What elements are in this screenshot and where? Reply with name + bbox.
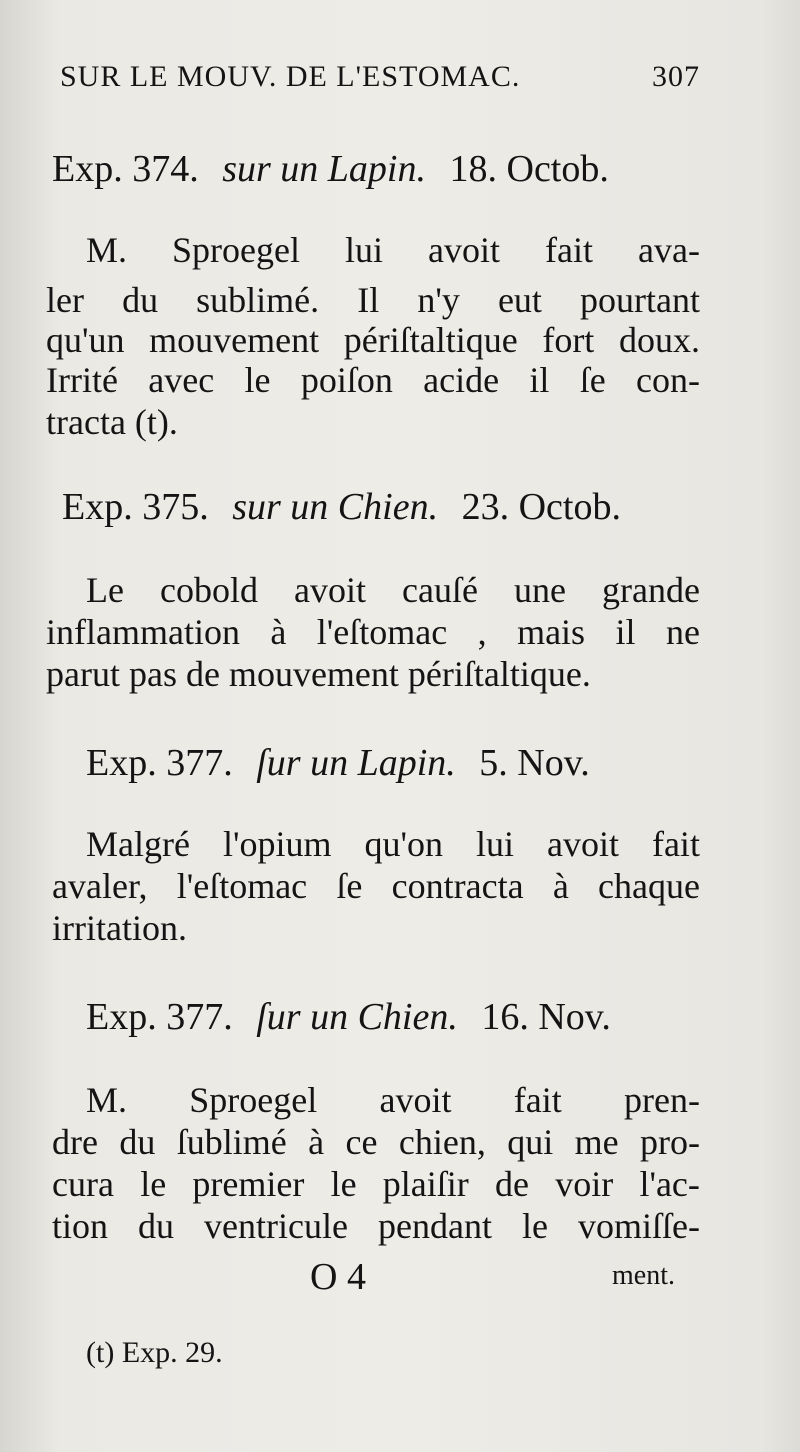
experiment-subject: ſur un Lapin. bbox=[256, 742, 456, 784]
word: pren- bbox=[624, 1080, 700, 1120]
experiment-number: Exp. 375. bbox=[62, 486, 209, 528]
experiment-date: 18. Octob. bbox=[449, 148, 609, 190]
experiment-heading bbox=[52, 150, 623, 188]
word: tion bbox=[52, 1206, 109, 1246]
text-line: tracta (t). bbox=[46, 402, 178, 442]
word: l'ac- bbox=[639, 1164, 700, 1204]
word: cauſé bbox=[402, 570, 478, 610]
word: Il bbox=[357, 280, 380, 320]
text-line bbox=[46, 614, 700, 650]
word: acide bbox=[423, 360, 500, 400]
word: me bbox=[574, 1122, 619, 1162]
word: avoit bbox=[428, 230, 501, 270]
word: périſtaltique bbox=[343, 320, 518, 360]
word: n'y bbox=[417, 280, 460, 320]
text-line bbox=[52, 1208, 700, 1244]
word: Sproegel bbox=[172, 230, 300, 270]
word: le bbox=[521, 1206, 548, 1246]
word: du bbox=[138, 1206, 175, 1246]
word: contracta bbox=[391, 866, 524, 906]
experiment-date: 16. Nov. bbox=[481, 996, 611, 1038]
word: fait bbox=[545, 230, 594, 270]
signature-mark: O 4 bbox=[310, 1256, 366, 1298]
word: cobold bbox=[160, 570, 258, 610]
experiment-subject: sur un Chien. bbox=[232, 486, 439, 528]
word: dre bbox=[52, 1122, 98, 1162]
word: fort bbox=[542, 320, 595, 360]
word: Sproegel bbox=[189, 1080, 318, 1120]
word: qu'on bbox=[364, 824, 443, 864]
text-line bbox=[46, 362, 700, 398]
word: vomiſſe- bbox=[577, 1206, 700, 1246]
word: M. bbox=[86, 230, 128, 270]
word: ventricule bbox=[204, 1206, 348, 1246]
text-line: irritation. bbox=[52, 908, 187, 948]
word: con- bbox=[636, 360, 700, 400]
word: le bbox=[244, 360, 271, 400]
word: de bbox=[495, 1164, 529, 1204]
word: inflammation bbox=[46, 612, 240, 652]
experiment-date: 23. Octob. bbox=[461, 486, 621, 528]
word: ſe bbox=[579, 360, 606, 400]
word: avec bbox=[148, 360, 215, 400]
word: fait bbox=[651, 824, 700, 864]
word: il bbox=[615, 612, 636, 652]
word: sublimé. bbox=[196, 280, 320, 320]
text-line: parut pas de mouvement périſtaltique. bbox=[46, 654, 591, 694]
word: l'eſtomac bbox=[316, 612, 448, 652]
word: pro- bbox=[640, 1122, 700, 1162]
word: ſe bbox=[336, 866, 363, 906]
word: grande bbox=[602, 570, 700, 610]
word: lui bbox=[345, 230, 384, 270]
word: eut bbox=[497, 280, 542, 320]
text-line bbox=[86, 232, 700, 268]
text-line bbox=[86, 1082, 700, 1118]
word: ler bbox=[46, 280, 84, 320]
word: mais bbox=[517, 612, 586, 652]
experiment-date: 5. Nov. bbox=[479, 742, 590, 784]
word: avoit bbox=[546, 824, 619, 864]
word: poiſon bbox=[300, 360, 393, 400]
word: doux. bbox=[618, 320, 700, 360]
word: ne bbox=[665, 612, 700, 652]
word: l'opium bbox=[222, 824, 332, 864]
experiment-subject: ſur un Chien. bbox=[256, 996, 458, 1038]
word: cura bbox=[52, 1164, 114, 1204]
text-line bbox=[52, 868, 700, 904]
word: M. bbox=[86, 1080, 128, 1120]
word: avoit bbox=[379, 1080, 452, 1120]
running-title: SUR LE MOUV. DE L'ESTOMAC. bbox=[60, 60, 521, 93]
word: lui bbox=[475, 824, 514, 864]
word: qui bbox=[507, 1122, 554, 1162]
word: avoit bbox=[294, 570, 366, 610]
word: à bbox=[552, 866, 569, 906]
text-line bbox=[86, 572, 700, 608]
word: chaque bbox=[598, 866, 700, 906]
word: pourtant bbox=[580, 280, 700, 320]
word: l'eſtomac bbox=[176, 866, 308, 906]
experiment-heading bbox=[86, 744, 604, 782]
text-line bbox=[46, 322, 700, 358]
word: fait bbox=[513, 1080, 562, 1120]
word: chien, bbox=[398, 1122, 486, 1162]
text-line bbox=[52, 1124, 700, 1160]
text-line bbox=[86, 826, 700, 862]
word: Le bbox=[86, 570, 124, 610]
word: du bbox=[122, 280, 159, 320]
text-line bbox=[52, 1166, 700, 1202]
word: Malgré bbox=[86, 824, 190, 864]
word: mouvement bbox=[149, 320, 320, 360]
word: premier bbox=[192, 1164, 305, 1204]
footnote: (t) Exp. 29. bbox=[86, 1336, 223, 1369]
word: avaler, bbox=[52, 866, 148, 906]
running-header bbox=[60, 62, 700, 92]
word: il bbox=[529, 360, 550, 400]
word: à bbox=[308, 1122, 325, 1162]
page-number: 307 bbox=[652, 60, 700, 93]
text-line bbox=[46, 282, 700, 318]
experiment-heading bbox=[62, 488, 635, 526]
word: ce bbox=[345, 1122, 378, 1162]
experiment-subject: sur un Lapin. bbox=[222, 148, 426, 190]
word: , bbox=[477, 612, 487, 652]
word: Irrité bbox=[46, 360, 118, 400]
word: voir bbox=[555, 1164, 614, 1204]
word: le bbox=[330, 1164, 357, 1204]
word: ſublimé bbox=[176, 1122, 287, 1162]
experiment-heading bbox=[86, 998, 625, 1036]
word: du bbox=[119, 1122, 156, 1162]
word: à bbox=[270, 612, 287, 652]
word: qu'un bbox=[46, 320, 125, 360]
word: une bbox=[514, 570, 566, 610]
catchword: ment. bbox=[612, 1260, 675, 1291]
word: ava- bbox=[638, 230, 700, 270]
word: pendant bbox=[378, 1206, 492, 1246]
word: plaiſir bbox=[382, 1164, 469, 1204]
experiment-number: Exp. 374. bbox=[52, 148, 199, 190]
experiment-number: Exp. 377. bbox=[86, 996, 233, 1038]
experiment-number: Exp. 377. bbox=[86, 742, 233, 784]
word: le bbox=[140, 1164, 167, 1204]
